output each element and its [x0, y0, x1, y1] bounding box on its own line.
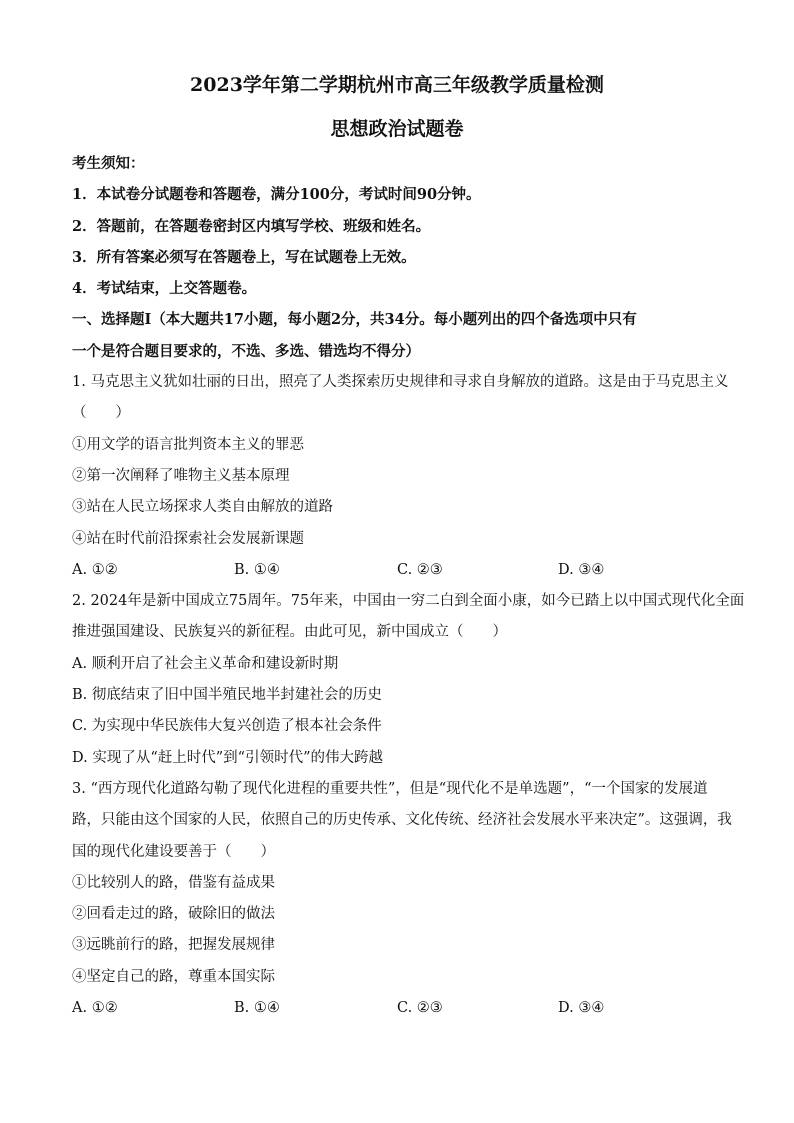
option-d: D. ③④ [558, 561, 605, 578]
option-a: A. 顺利开启了社会主义革命和建设新时期 [72, 655, 339, 672]
option-c: C. 为实现中华民族伟大复兴创造了根本社会条件 [72, 718, 382, 735]
option-c: C. ②③ [397, 1000, 443, 1017]
exam-content [72, 148, 745, 1024]
option-b: B. ①④ [234, 561, 280, 578]
option-a: A. ①② [72, 1000, 118, 1017]
statement: ③站在人民立场探求人类自由解放的道路 [72, 499, 333, 516]
question-3 [72, 774, 732, 1024]
question-stem: 路，只能由这个国家的人民，依照自己的历史传承、文化传统、经济社会发展水平来决定”。这强调，我 [72, 812, 732, 829]
question-1 [72, 367, 729, 586]
question-stem: 1. 马克思主义犹如壮丽的日出，照亮了人类探索历史规律和寻求自身解放的道路。这是由于马克思主义 [72, 374, 729, 391]
statement: ④坚定自己的路，尊重本国实际 [72, 968, 275, 985]
statement: ②回看走过的路，破除旧的做法 [72, 906, 275, 923]
question-stem: 国的现代化建设要善于（ ） [72, 843, 275, 860]
answer-options [72, 555, 722, 586]
question-2 [72, 586, 745, 774]
question-stem: 2. 2024年是新中国成立75周年。75年来，中国由一穷二白到全面小康，如今已踏上以中国式现代化全面 [72, 593, 745, 610]
notice-item: 3．所有答案必须写在答题卷上，写在试题卷上无效。 [72, 248, 416, 266]
section-heading-cont: 一个是符合题目要求的，不选、多选、错选均不得分） [72, 342, 420, 360]
notice-item: 2．答题前，在答题卷密封区内填写学校、班级和姓名。 [72, 217, 431, 235]
statement: ①用文学的语言批判资本主义的罪恶 [72, 436, 304, 453]
question-stem: （ ） [72, 405, 130, 422]
question-stem: 推进强国建设、民族复兴的新征程。由此可见，新中国成立（ ） [72, 624, 507, 641]
option-d: D. ③④ [558, 1000, 605, 1017]
option-b: B. 彻底结束了旧中国半殖民地半封建社会的历史 [72, 687, 382, 704]
question-stem: 3. “西方现代化道路勾勒了现代化进程的重要共性”，但是“现代化不是单选题”，“一个国家的发展道 [72, 780, 708, 797]
option-b: B. ①④ [234, 1000, 280, 1017]
statement: ③远眺前行的路，把握发展规律 [72, 937, 275, 954]
option-d: D. 实现了从“赶上时代”到“引领时代”的伟大跨越 [72, 749, 383, 766]
exam-title: 2023学年第二学期杭州市高三年级教学质量检测 [190, 74, 604, 96]
notice-item: 4．考试结束，上交答题卷。 [72, 280, 257, 298]
notice-item: 1．本试卷分试题卷和答题卷，满分100分，考试时间90分钟。 [72, 186, 481, 204]
notice-heading: 考生须知： [72, 155, 145, 172]
option-c: C. ②③ [397, 561, 443, 578]
section-heading: 一、选择题Ⅰ（本大题共17小题，每小题2分，共34分。每小题列出的四个备选项中只有 [72, 311, 637, 329]
exam-subtitle: 思想政治试题卷 [330, 118, 464, 140]
statement: ④站在时代前沿探索社会发展新课题 [72, 530, 304, 547]
option-a: A. ①② [72, 561, 118, 578]
statement: ②第一次阐释了唯物主义基本原理 [72, 467, 290, 484]
statement: ①比较别人的路，借鉴有益成果 [72, 874, 275, 891]
answer-options [72, 993, 722, 1024]
